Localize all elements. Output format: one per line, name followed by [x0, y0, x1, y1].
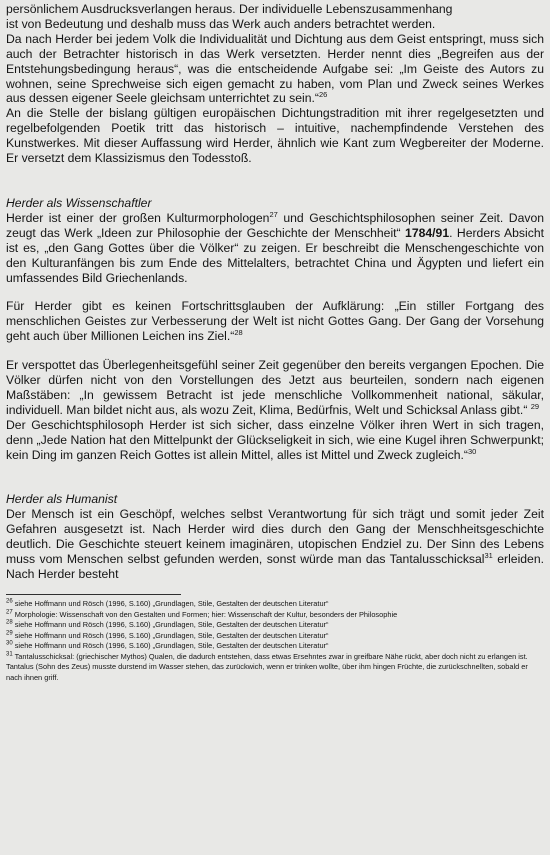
paragraph-geist-text: Da nach Herder bei jedem Volk die Individualität und Dichtung aus dem Geist entspringt, muss sich auch der Betrachter historisch in das Werk versetzten. Herder nennt dies „Begreifen aus der Entstehungsbedingung heraus“, was die entscheidende Aufgabe sei: „Im Geiste des Autors zu wohnen, seine Sprechweise sich eigen gemacht zu haben, vom Plan und Zweck seines Werkes aus dessen eigener Seele gleichsam unterrichtet zu sein.“ — [6, 31, 544, 106]
footnote-number: 27 — [6, 609, 13, 616]
intro-line-1: persönlichem Ausdrucksverlangen heraus. Der individuelle Lebenszusammenhang — [6, 2, 453, 16]
paragraph-geschoepf-text-a: Der Mensch ist ein Geschöpf, welches selbst Verantwortung für sich trägt und somit jeder Zeit Gefahren ausgesetzt ist. Nach Herder wird dies durch den Gang der Menschheitsgeschichte deutlich. Die Geschichte steuert keinem imaginären, utopischen Endziel zu. Der Sinn des Lebens muss vom Menschen selbst gefunden werden, sonst würde man das Tantalusschicksal — [6, 507, 544, 567]
footnote-31 — [6, 652, 544, 684]
footnote-text: Morphologie: Wissenschaft von den Gestalten und Formen; hier: Wissenschaft der Kultur, besonders der Philosophie — [12, 609, 398, 619]
footnote-number: 31 — [6, 651, 13, 658]
paragraph-kulturmorphologe — [6, 211, 544, 286]
paragraph-ueberlegenheit — [6, 358, 544, 418]
footnote-number: 29 — [6, 630, 13, 637]
spacer — [6, 462, 544, 492]
footnote-text: siehe Hoffmann und Rösch (1996, S.160) „Grundlagen, Stile, Gestalten der deutschen Literatur“ — [12, 598, 329, 608]
heading-wissenschaftler: Herder als Wissenschaftler — [6, 195, 152, 210]
paragraph-kulturmorphologe-text-a: Herder ist einer der großen Kulturmorphologen — [6, 210, 270, 225]
intro-line-2: ist von Bedeutung und deshalb muss das Werk auch anders betrachtet werden. — [6, 16, 436, 31]
paragraph-geschichtsphilosoph-text: Der Geschichtsphilosoph Herder ist sich sicher, dass einzelne Völker ihren Wert in sich tragen, denn „Jede Nation hat den Mittelpunkt der Glückseligkeit in sich, wie eine Kugel ihren Schwerpunkt; kein Ding im ganzen Reich Gottes ist allein Mittel, alles ist Mittel und Zweck zugleich.“ — [6, 417, 544, 462]
paragraph-fortschritt-text: Für Herder gibt es keinen Fortschrittsglauben der Aufklärung: „Ein stiller Fortgang des menschlichen Geistes zur Verbesserung der Welt ist nicht Gottes Gang. Der Gang der Vorsehung geht auch über Millionen Leichen ins Ziel.“ — [6, 299, 544, 344]
paragraph-geist — [6, 32, 544, 107]
footnote-number: 28 — [6, 619, 13, 626]
footnote-29 — [6, 631, 544, 642]
paragraph-ueberlegenheit-text: Er verspottet das Überlegenheitsgefühl seiner Zeit gegenüber den bereits vergangen Epochen. Die Völker dürfen nicht von den Vorstellungen des Jetzt aus beurteilen, sondern nach eigenen Maßstäben: „In gewissem Betracht ist jede menschliche Vollkommenheit national, säkular, individuell. Man bildet nicht aus, als wozu Zeit, Klima, Bedürfnis, Welt und Schicksal Anlass gibt.“ — [6, 358, 544, 417]
spacer — [6, 166, 544, 196]
paragraph-dichtungstradition: An die Stelle der bislang gültigen europäischen Dichtungstradition mit ihrer regelgesetzten und regelbefolgenden Poetik tritt das historisch – intuitive, nachempfindende Verstehen des Kunstwerkes. Mit dieser Auffassung wird Herder, ähnlich wie Kant zum Wegbereiter der Moderne. Er versetzt dem Klassizismus den Todesstoß. — [6, 106, 544, 166]
footnote-ref-26[interactable]: 26 — [319, 90, 328, 100]
paragraph-fortschritt — [6, 299, 544, 344]
paragraph-intro — [6, 2, 544, 32]
heading-humanist: Herder als Humanist — [6, 492, 118, 507]
paragraph-kulturmorphologe-text-b: und Geschichtsphilosophen seiner Zeit. Davon zeugt das Werk „Ideen zur Philosophie der Geschichte der Menschheit“ — [6, 210, 544, 240]
footnote-text: Tantalusschicksal: (griechischer Mythos) Qualen, die dadurch entstehen, dass etwas Ersehntes zwar in greifbare Nähe rückt, aber doch nicht zu erlangen ist. Tantalus (Sohn des Zeus) musste durstend im Wasser stehen, das zurückwich, wenn er trinken wollte, über ihm hingen Früchte, die zurückschnellten, sobald er nach ihnen griff. — [6, 651, 528, 683]
footnote-number: 26 — [6, 598, 13, 605]
footnote-ref-31[interactable]: 31 — [484, 551, 493, 561]
year-bold: 1784/91 — [405, 225, 450, 240]
footnote-27 — [6, 610, 544, 621]
footnote-ref-28[interactable]: 28 — [234, 328, 243, 338]
footnote-ref-30[interactable]: 30 — [467, 446, 477, 456]
spacer — [6, 344, 544, 358]
footnote-ref-29[interactable]: 29 — [530, 401, 540, 411]
footnote-28 — [6, 620, 544, 631]
paragraph-geschichtsphilosoph — [6, 418, 544, 463]
footnote-divider — [6, 594, 181, 595]
paragraph-geschoepf — [6, 507, 544, 582]
spacer — [6, 285, 544, 299]
footnote-26 — [6, 599, 544, 610]
footnote-30 — [6, 641, 544, 652]
footnote-text: siehe Hoffmann und Rösch (1996, S.160) „Grundlagen, Stile, Gestalten der deutschen Literatur“ — [12, 641, 329, 651]
footnote-text: siehe Hoffmann und Rösch (1996, S.160) „Grundlagen, Stile, Gestalten der deutschen Literatur“ — [12, 630, 329, 640]
footnote-ref-27[interactable]: 27 — [269, 209, 278, 219]
footnotes — [6, 599, 544, 684]
footnote-number: 30 — [6, 640, 13, 647]
paragraph-kulturmorphologe-text-c: . Herders Absicht ist es, „den Gang Gottes über die Völker“ zu zeigen. Er beschreibt die Menschengeschichte von den Kulturanfängen bis zum Ende des Mittelalters, betrachtet China und Ägypten und liefert ein umfassendes Bild Griechenlands. — [6, 225, 544, 285]
paragraph-geschoepf-text-b: erleiden. Nach Herder besteht — [6, 552, 544, 581]
footnote-text: siehe Hoffmann und Rösch (1996, S.160) „Grundlagen, Stile, Gestalten der deutschen Literatur“ — [12, 620, 329, 630]
